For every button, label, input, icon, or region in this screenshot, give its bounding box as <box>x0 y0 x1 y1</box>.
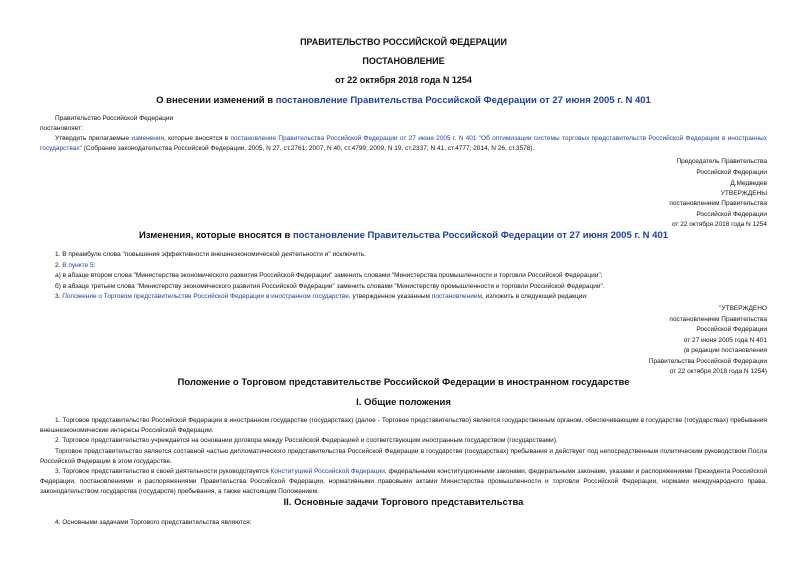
approved-block-line-3: Российской Федерации <box>696 326 767 333</box>
approved-line-1: УТВЕРЖДЕНЫ <box>720 190 767 197</box>
government-heading: ПРАВИТЕЛЬСТВО РОССИЙСКОЙ ФЕДЕРАЦИИ <box>300 37 507 47</box>
approved-line-3: Российской Федерации <box>696 211 767 218</box>
signature-line-3: Д.Медведев <box>730 180 767 187</box>
section-2-heading: II. Основные задачи Торгового представительства <box>283 497 524 508</box>
approved-line-2: постановлением Правительства <box>669 200 767 207</box>
approved-block-line-1: "УТВЕРЖДЕНО <box>719 305 767 312</box>
approved-block-line-6: Правительства Российской Федерации <box>648 358 767 365</box>
change-item-1: 1. В преамбуле слова "повышения эффективности внешнеэкономической деятельности и" исключить. <box>55 251 366 258</box>
change-item-2b: б) в абзаце третьем слова "Министерству экономического развития Российской Федерации" заменить словами "Министерству промышленности и торговли Российской Федерации". <box>55 283 605 290</box>
change-item-3: 3. Положение о Торговом представительстве Российской Федерации в иностранном государстве, утвержденное указанным постановлением, изложить в следующей редакции: <box>55 293 588 300</box>
title-link[interactable]: постановление Правительства Российской Федерации от 27 июня 2005 г. N 401 <box>275 95 651 106</box>
approved-block-line-2: постановлением Правительства <box>669 316 767 323</box>
change-item-2: 2. В пункте 5: <box>55 262 96 269</box>
approved-block-line-7: от 22 октября 2018 года N 1254) <box>669 368 767 375</box>
regulation-paragraph-4: 3. Торговое представительство в своей деятельности руководствуется Конституцией Российской Федерации, федеральными конституционными законами, федеральными законами, указами и распоряжениями Президента Российской Федерации, постановлениями и распоряжениями Правительства Российской Федерации, нормативными правовыми актами Министерства промышленности и торговли Российской Федерации, нормами международного права, законодательством государства (государств) пребывания, а также настоящим Положением. <box>40 468 767 495</box>
regulation-paragraph-5: 4. Основными задачами Торгового представительства являются: <box>55 519 252 526</box>
approved-block-line-5: (в редакции постановления <box>683 347 767 354</box>
regulation-link[interactable]: Положение о Торговом представительстве Российской Федерации в иностранном государстве <box>62 293 349 300</box>
constitution-link[interactable]: Конституцией Российской Федерации <box>270 468 385 475</box>
signature-line-2: Российской Федерации <box>696 169 767 176</box>
document-date-number: от 22 октября 2018 года N 1254 <box>335 75 472 85</box>
regulation-paragraph-3: Торговое представительство является составной частью дипломатического представительства Российской Федерации в государстве (государствах) пребывания и действует под непосредственным политическим руководством Посла Российской Федерации в этом государстве. <box>40 448 767 465</box>
approved-line-4: от 22 октября 2018 года N 1254 <box>671 221 767 228</box>
approved-block-line-4: от 27 июня 2005 года N 401 <box>683 337 767 344</box>
resolution-401-link[interactable]: постановление Правительства Российской Федерации от 27 июня 2005 г. N 401 "Об оптимизации системы торговых представительств Российской Федерации в иностранных государствах" <box>40 135 768 152</box>
changes-link[interactable]: изменения <box>131 135 165 142</box>
change-item-2a: а) в абзаце втором слова "Министерства экономического развития Российской Федерации" заменить словами "Министерства промышленности и торговли Российской Федерации"; <box>55 272 603 279</box>
regulation-title: Положение о Торговом представительстве Российской Федерации в иностранном государстве <box>177 377 630 388</box>
resolution-link[interactable]: постановлением <box>431 293 482 300</box>
preamble-line-2: постановляет: <box>40 125 83 132</box>
preamble-paragraph: Утвердить прилагаемые изменения, которые вносятся в постановление Правительства Российской Федерации от 27 июня 2005 г. N 401 "Об оптимизации системы торговых представительств Российской Федерации в иностранных государствах" (Собрание законодательства Российской Федерации, 2005, N 27, ст.2761; 2007, N 40, ст.4799; 2009, N 19, ст.2337; N 41, ст.4777; 2014, N 26, ст.3578). <box>40 135 768 152</box>
point-5-link[interactable]: В пункте 5 <box>62 262 94 269</box>
changes-title: Изменения, которые вносятся в постановление Правительства Российской Федерации от 27 июня 2005 г. N 401 <box>138 230 669 241</box>
changes-title-link[interactable]: постановление Правительства Российской Федерации от 27 июня 2005 г. N 401 <box>292 230 669 241</box>
document-title: О внесении изменений в постановление Правительства Российской Федерации от 27 июня 2005 г. N 401 <box>156 95 651 106</box>
regulation-paragraph-1: 1. Торговое представительство Российской Федерации в иностранном государстве (государствах) (далее - Торговое представительство) является государственным органом, обеспечивающим в государстве (государствах) пребывания внешнеэкономические интересы Российской Федерации. <box>40 417 767 434</box>
preamble-line-1: Правительство Российской Федерации <box>55 115 174 122</box>
document-type: ПОСТАНОВЛЕНИЕ <box>362 56 445 66</box>
signature-line-1: Председатель Правительства <box>676 158 767 165</box>
section-1-heading: I. Общие положения <box>356 397 451 408</box>
regulation-paragraph-2: 2. Торговое представительство учреждается на основании договора между Российской Федерацией и соответствующим иностранным государством (государствами). <box>55 437 558 444</box>
